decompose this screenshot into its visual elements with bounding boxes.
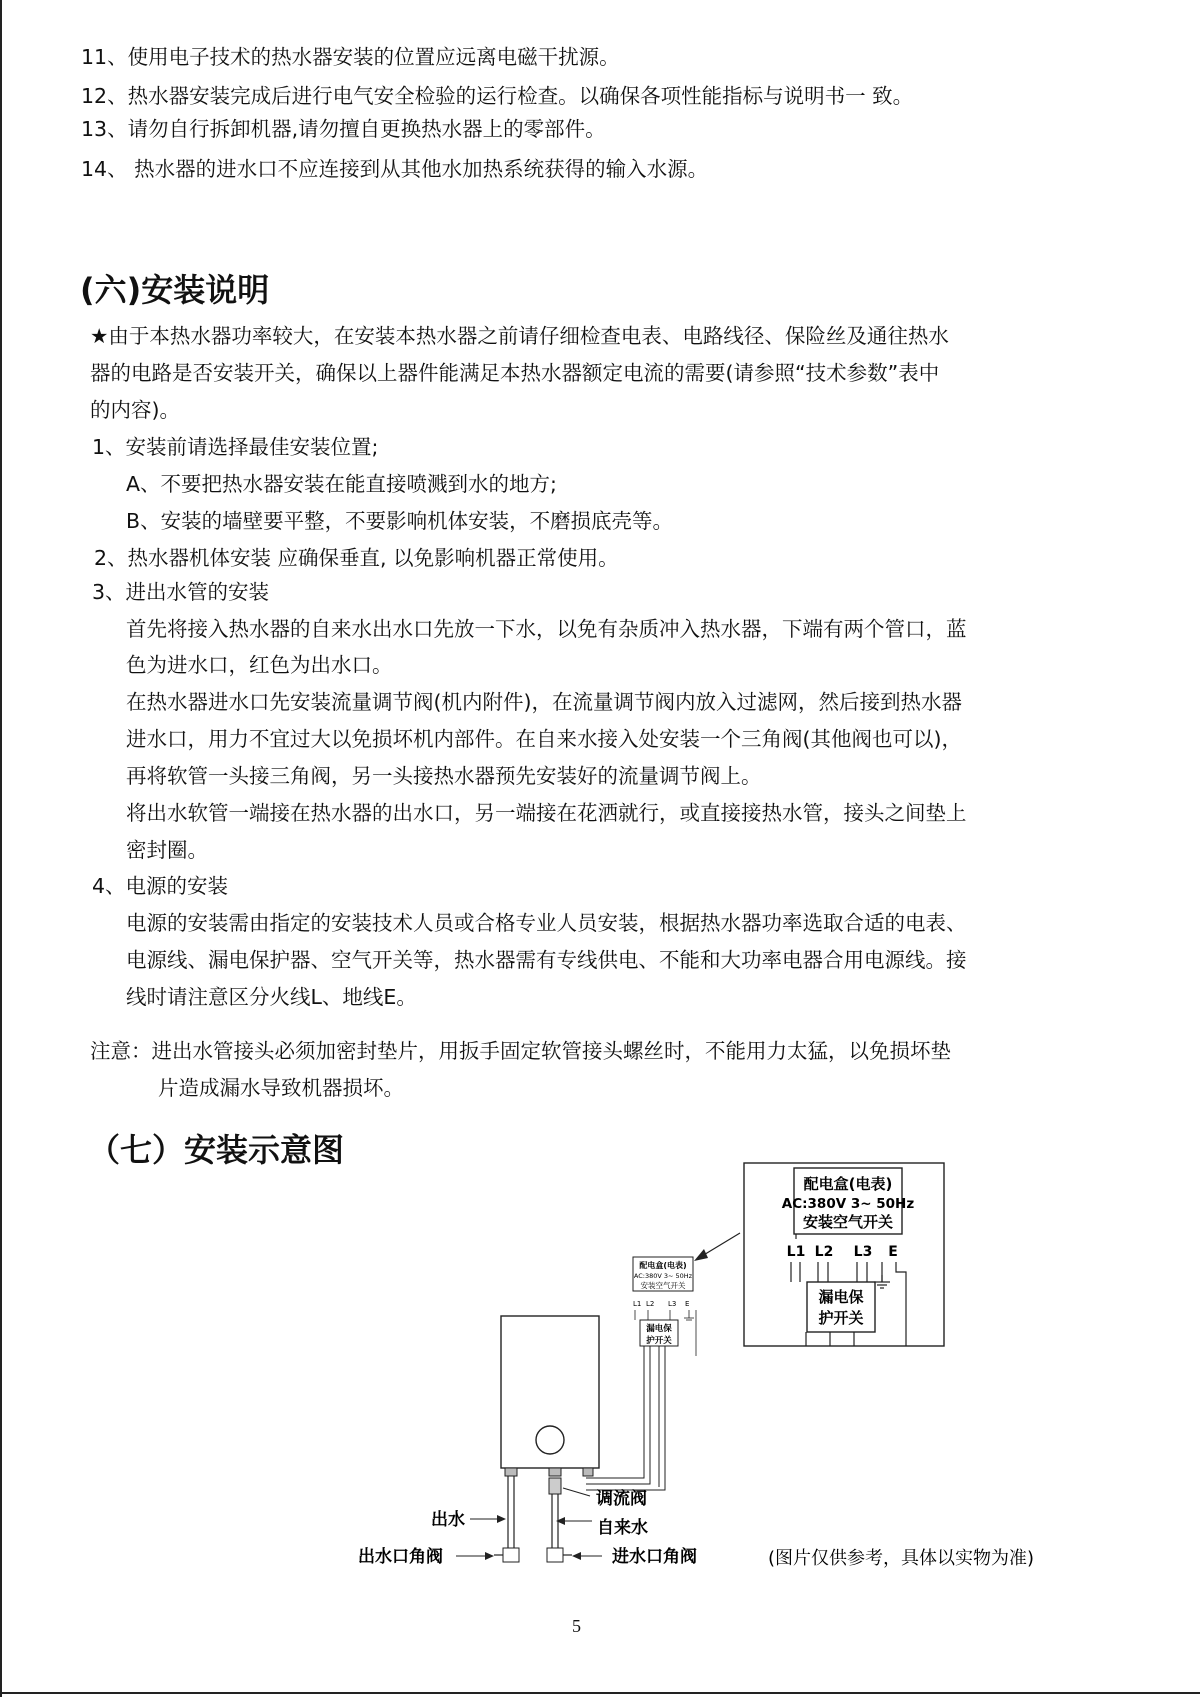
- zoom-arrow-head: [694, 1249, 708, 1261]
- step-3-line-2: 色为进水口，红色为出水口。: [126, 653, 393, 677]
- section-6-title: (六)安装说明: [80, 271, 270, 309]
- label-outlet: 出水: [431, 1510, 465, 1530]
- step-4-line-2: 电源线、漏电保护器、空气开关等，热水器需有专线供电、不能和大功率电器合用电源线。接: [126, 948, 967, 972]
- step-2: 2、热水器机体安装 应确保垂直, 以免影响机器正常使用。: [94, 546, 619, 570]
- step-3-line-3: 在热水器进水口先安装流量调节阀(机内附件)，在流量调节阀内放入过滤网，然后接到热水器: [126, 690, 962, 714]
- label-inlet-valve: 进水口角阀: [612, 1547, 697, 1567]
- install-note-line-2: 片造成漏水导致机器损坏。: [158, 1076, 404, 1100]
- step-3-line-6: 将出水软管一端接在热水器的出水口，另一端接在花洒就行，或直接接热水管，接头之间垫上: [126, 801, 967, 825]
- label-tap-water: 自来水: [597, 1518, 648, 1538]
- section-6-intro-line-2: 器的电路是否安装开关，确保以上器件能满足本热水器额定电流的需要(请参照“技术参数”表中: [90, 361, 940, 385]
- terminal-l1: L1: [786, 1244, 806, 1260]
- diagram-caption: (图片仅供参考，具体以实物为准): [768, 1548, 1035, 1569]
- step-3-line-1: 首先将接入热水器的自来水出水口先放一下水，以免有杂质冲入热水器，下端有两个管口，蓝: [126, 617, 967, 641]
- safety-item-14: 14、 热水器的进水口不应连接到从其他水加热系统获得的输入水源。: [81, 157, 709, 181]
- safety-item-12: 12、热水器安装完成后进行电气安全检验的运行检查。以确保各项性能指标与说明书一 致。: [81, 84, 914, 108]
- step-4: 4、电源的安装: [92, 874, 229, 898]
- small-box-title: 配电盒(电表): [639, 1261, 687, 1270]
- distribution-box-small: [586, 1257, 696, 1490]
- step-4-line-3: 线时请注意区分火线L、地线E。: [126, 985, 417, 1009]
- step-4-line-1: 电源的安装需由指定的安装技术人员或合格专业人员安装，根据热水器功率选取合适的电表、: [126, 911, 967, 935]
- step-1: 1、安装前请选择最佳安装位置;: [92, 435, 379, 459]
- step-3: 3、进出水管的安装: [92, 580, 270, 604]
- page-number: 5: [572, 1616, 581, 1636]
- box-switch: 安装空气开关: [802, 1213, 894, 1231]
- small-leak-line-1: 漏电保: [646, 1324, 672, 1334]
- box-spec: AC:380V 3~ 50Hz: [781, 1196, 915, 1212]
- leak-protector-line-1: 漏电保: [818, 1288, 864, 1306]
- section-6-intro-line-3: 的内容)。: [90, 398, 180, 422]
- section-6-intro-line-1: ★由于本热水器功率较大，在安装本热水器之前请仔细检查电表、电路线径、保险丝及通往热水: [90, 324, 949, 348]
- water-heater: [501, 1316, 599, 1476]
- distribution-box-enlarged: [744, 1163, 944, 1346]
- small-leak-line-2: 护开关: [646, 1336, 672, 1346]
- box-title: 配电盒(电表): [803, 1175, 893, 1193]
- label-outlet-valve: 出水口角阀: [358, 1547, 443, 1567]
- step-3-line-7: 密封圈。: [126, 838, 208, 862]
- terminal-l3: L3: [853, 1244, 873, 1260]
- small-terminal-l3: L3: [668, 1300, 677, 1308]
- terminal-l2: L2: [814, 1244, 834, 1260]
- leak-protector-line-2: 护开关: [818, 1309, 864, 1327]
- safety-item-13: 13、请勿自行拆卸机器,请勿擅自更换热水器上的零部件。: [81, 117, 606, 141]
- small-box-switch: 安装空气开关: [640, 1281, 686, 1290]
- step-3-line-5: 再将软管一头接三角阀，另一头接热水器预先安装好的流量调节阀上。: [126, 764, 762, 788]
- section-7-title: （七）安装示意图: [88, 1131, 345, 1169]
- terminal-e: E: [888, 1244, 898, 1260]
- label-regulator: 调流阀: [596, 1489, 647, 1509]
- small-terminal-l1: L1: [633, 1300, 642, 1308]
- small-terminal-l2: L2: [646, 1300, 655, 1308]
- safety-item-11: 11、使用电子技术的热水器安装的位置应远离电磁干扰源。: [81, 45, 620, 69]
- zoom-arrow-line: [702, 1233, 740, 1256]
- install-note-line-1: 注意：进出水管接头必须加密封垫片，用扳手固定软管接头螺丝时，不能用力太猛，以免损坏垫: [90, 1039, 951, 1063]
- step-1-b: B、安装的墙壁要平整，不要影响机体安装，不磨损底壳等。: [126, 509, 674, 533]
- small-box-spec: AC:380V 3~ 50Hz: [633, 1272, 693, 1280]
- small-terminal-e: E: [685, 1300, 690, 1308]
- step-3-line-4: 进水口，用力不宜过大以免损坏机内部件。在自来水接入处安装一个三角阀(其他阀也可以)，: [126, 727, 962, 751]
- flow-regulator-valve: [549, 1478, 561, 1494]
- step-1-a: A、不要把热水器安装在能直接喷溅到水的地方;: [126, 472, 557, 496]
